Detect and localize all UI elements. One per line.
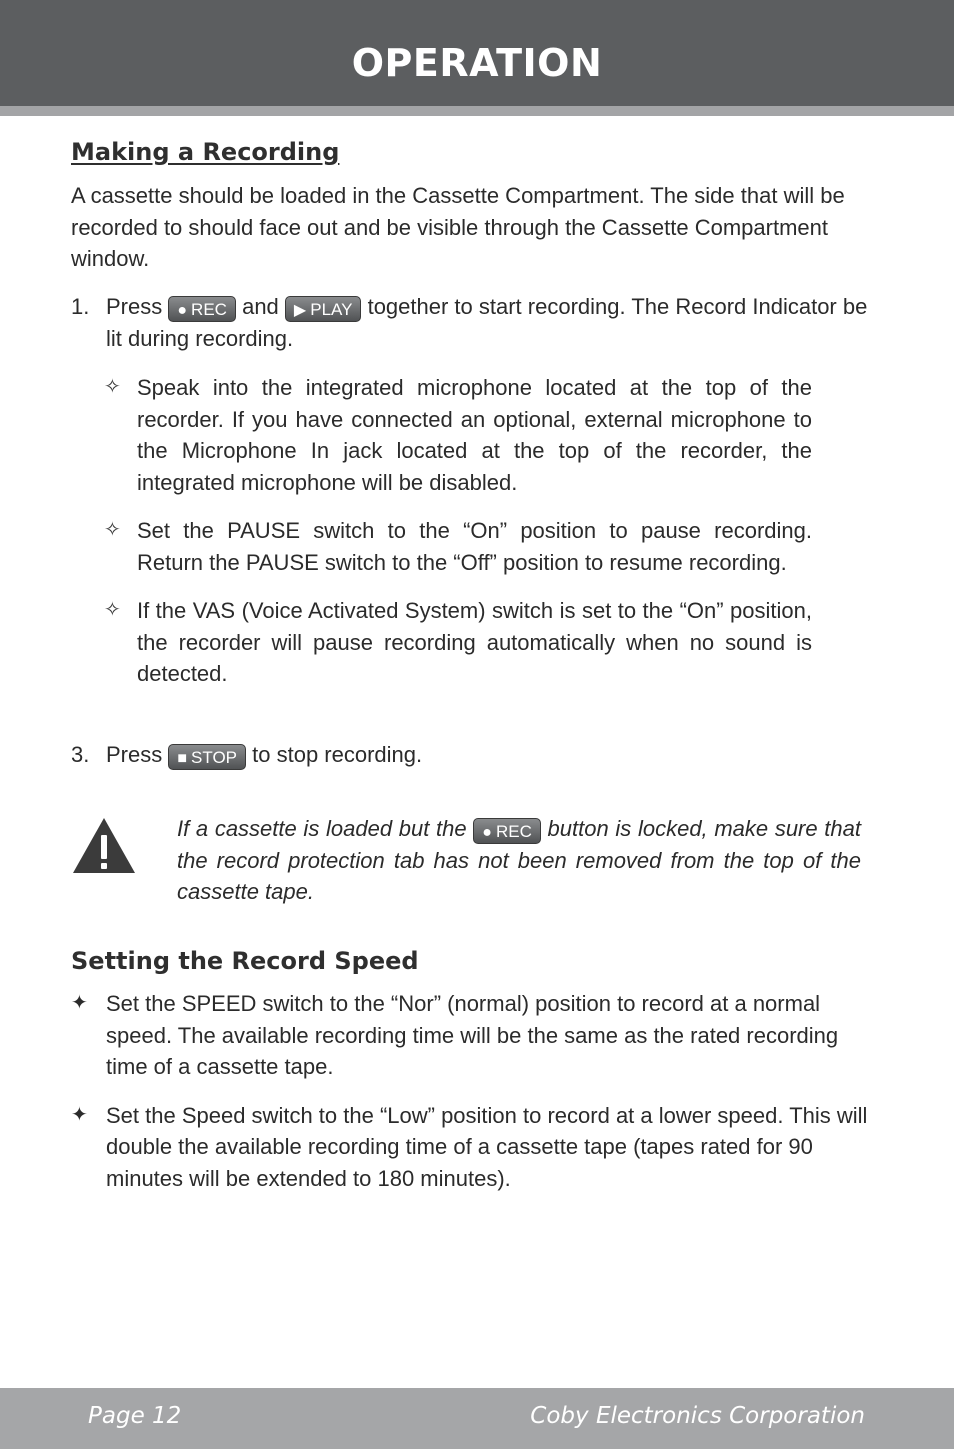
star-bullet-icon: ✦ xyxy=(71,992,88,1014)
section-title-speed: Setting the Record Speed xyxy=(71,947,419,975)
star-bullet-icon: ✦ xyxy=(71,1103,88,1126)
play-triangle-icon: ▶ xyxy=(293,302,307,319)
bullet-text: Set the PAUSE switch to the “On” position to pause recording. Return the PAUSE switch to the “Off” position to resume recording. xyxy=(137,518,812,575)
star-bullet-icon: ✧ xyxy=(104,376,121,398)
step-number: 3. xyxy=(71,742,90,767)
step-3-text xyxy=(106,739,886,771)
stop-label: STOP xyxy=(191,748,238,767)
step-1-and: and xyxy=(242,294,279,319)
header-stripe xyxy=(0,106,954,116)
list-item xyxy=(104,595,812,690)
star-bullet-icon: ✧ xyxy=(104,519,121,541)
play-label: PLAY xyxy=(310,300,353,319)
play-button xyxy=(285,296,362,322)
stop-button xyxy=(168,744,246,770)
list-item xyxy=(71,988,871,1083)
step-3-press: Press xyxy=(106,742,163,767)
step-number: 1. xyxy=(71,294,90,319)
warning-note xyxy=(71,813,861,908)
list-item xyxy=(71,1100,871,1195)
record-circle-icon: ● xyxy=(177,302,188,319)
warning-triangle-icon xyxy=(71,816,137,880)
list-item xyxy=(104,372,812,498)
company-name: Coby Electronics Corporation xyxy=(530,1403,865,1429)
page-title: OPERATION xyxy=(351,41,603,85)
step-3 xyxy=(71,739,886,771)
step-1-press: Press xyxy=(106,294,163,319)
page-number: Page 12 xyxy=(88,1403,182,1429)
step-3-rest: to stop recording. xyxy=(252,742,423,767)
step-1-text xyxy=(106,291,886,354)
rec-button xyxy=(473,818,541,844)
step-1-rest: together to start recording. The Record Indicator be lit during recording. xyxy=(106,294,868,351)
footer-bar xyxy=(0,1388,954,1449)
stop-square-icon: ■ xyxy=(177,750,188,767)
speed-text: Set the Speed switch to the “Low” position to record at a lower speed. This will double the available recording time of a cassette tape (tapes rated for 90 minutes will be extended to 180 minutes). xyxy=(106,1102,868,1191)
step-1 xyxy=(71,291,886,354)
intro-paragraph: A cassette should be loaded in the Cassette Compartment. The side that will be recorded to should face out and be visible through the Cassette Compartment window. xyxy=(71,183,845,271)
speed-bullets xyxy=(71,988,871,1211)
warning-text-before: If a cassette is loaded but the xyxy=(177,816,467,841)
warning-text xyxy=(177,813,861,908)
section-title-recording: Making a Recording xyxy=(71,138,340,166)
star-bullet-icon: ✧ xyxy=(104,599,121,621)
speed-text: Set the SPEED switch to the “Nor” (normal) position to record at a normal speed. The available recording time will be the same as the rated recording time of a cassette tape. xyxy=(106,991,839,1079)
header-bar xyxy=(0,0,954,106)
recording-bullets xyxy=(104,372,812,707)
warning-text-after: button is locked, make sure that the record protection tab has not been removed from the top of the cassette tape. xyxy=(177,816,861,904)
record-circle-icon: ● xyxy=(482,824,492,841)
bullet-text: Speak into the integrated microphone located at the top of the recorder. If you have connected an optional, external microphone to the Microphone In jack located at the top of the recorder, the integrated microphone will be disabled. xyxy=(137,375,812,495)
rec-label: REC xyxy=(495,822,532,841)
rec-label: REC xyxy=(191,300,227,319)
rec-button xyxy=(168,296,236,322)
list-item xyxy=(104,515,812,578)
bullet-text: If the VAS (Voice Activated System) switch is set to the “On” position, the recorder will pause recording automatically when no sound is detected. xyxy=(137,598,812,686)
